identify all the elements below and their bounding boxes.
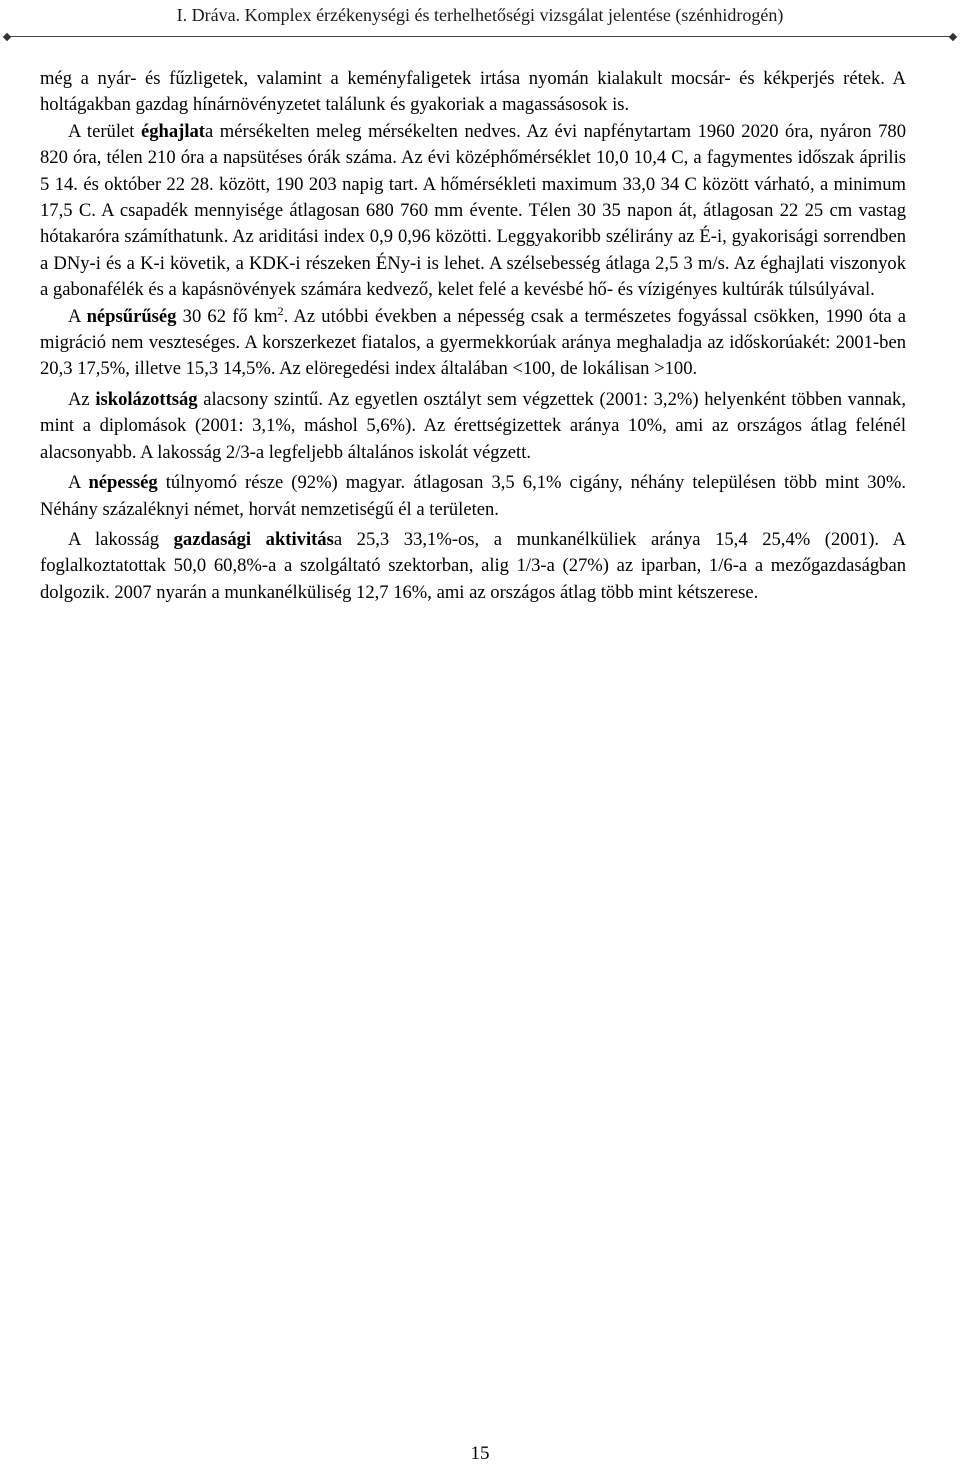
paragraph-text: a mérsékelten meleg mérsékelten nedves. Az évi napfénytartam 1960 2020 óra, nyáron 780 820 óra, télen 210 óra a napsütéses órák száma. Az évi középhőmérséklet 10,0 10,4 C, a fagymentes időszak április 5 14. és október 22 28. között, 190 203 napig tart. A hőmérsékleti maximum 33,0 34 C között várható, a minimum 17,5 C. A csapadék mennyisége átlagosan 680 760 mm évente. Télen 30 35 napon át, átlagosan 22 25 cm vastag hótakaróra számíthatunk. Az ariditási index 0,9 0,96 közötti. Leggyakoribb szélirány az É-i, gyakorisági sorrendben a DNy-i és a K-i követik, a KDK-i részeken ÉNy-i is lehet. A szélsebesség átlaga 2,5 3 m/s. Az éghajlati viszonyok a gabonafélék és a kapásnövények számára kedvező, kelet felé a kevésbé hő- és vízigényes kultúrák túlsúlyával. bbox=[40, 120, 906, 301]
paragraph-text: alacsony szintű. Az egyetlen osztályt sem végzettek (2001: 3,2%) helyenként többen vannak, mint a diplomások (2001: 3,1%, máshol 5,6%). Az érettségizettek aránya 10%, ami az országos átlag felénél alacsonyabb. A lakosság 2/3-a legfeljebb általános iskolát végzett. bbox=[40, 388, 906, 463]
paragraph-population bbox=[40, 470, 906, 523]
document-body bbox=[40, 66, 906, 606]
paragraph-text: A lakosság bbox=[68, 528, 174, 550]
paragraph-text: . Az utóbbi években a népesség csak a természetes fogyással csökken, 1990 óta a migráció nem veszteséges. A korszerkezet fiatalos, a gyermekkorúak aránya meghaladja az időskorúakét: 2001-ben 20,3 17,5%, illetve 15,3 14,5%. Az elöregedési index általában <100, de lokálisan >100. bbox=[40, 305, 906, 380]
paragraph-population-density bbox=[40, 304, 906, 383]
page-number: 15 bbox=[470, 1443, 490, 1464]
paragraph-text: túlnyomó része (92%) magyar. átlagosan 3,5 6,1% cigány, néhány településen több mint 30%. Néhány százaléknyi német, horvát nemzetiségű él a területen. bbox=[40, 472, 906, 520]
keyword-education: iskolázottság bbox=[95, 388, 198, 410]
running-header: I. Dráva. Komplex érzékenységi és terhelhetőségi vizsgálat jelentése (szénhidrogén) bbox=[176, 5, 784, 25]
keyword-population-density: népsűrűség bbox=[86, 305, 177, 327]
paragraph-text: A terület bbox=[68, 120, 141, 142]
rule-right-ornament bbox=[949, 33, 957, 41]
superscript: 2 bbox=[277, 303, 284, 318]
keyword-population: népesség bbox=[88, 472, 158, 494]
paragraph-text: Az bbox=[68, 388, 96, 410]
paragraph-vegetation bbox=[40, 66, 906, 119]
paragraph-climate bbox=[40, 119, 906, 304]
paragraph-text: A bbox=[68, 472, 89, 494]
header-rule bbox=[4, 34, 956, 40]
paragraph-education bbox=[40, 387, 906, 466]
rule-line bbox=[10, 36, 950, 37]
paragraph-text: a 25,3 33,1%-os, a munkanélküliek aránya 15,4 25,4% (2001). A foglalkoztatottak 50,0 60,8%-a a szolgáltató szektorban, alig 1/3-a (27%) az iparban, 1/6-a a mezőgazdaságban dolgozik. 2007 nyarán a munkanélküliség 12,7 16%, ami az országos átlag több mint kétszerese. bbox=[40, 528, 907, 603]
paragraph-text: még a nyár- és fűzligetek, valamint a keményfaligetek irtása nyomán kialakult mocsár- és kékperjés rétek. A holtágakban gazdag hínárnövényzetet találunk és gyakoriak a magassásosok is. bbox=[40, 68, 906, 116]
rule-left-ornament bbox=[3, 33, 11, 41]
keyword-economic-activity: gazdasági aktivitás bbox=[173, 528, 334, 550]
paragraph-text: A bbox=[68, 305, 87, 327]
keyword-climate: éghajlat bbox=[140, 120, 205, 142]
paragraph-text: 30 62 fő km bbox=[176, 305, 278, 327]
paragraph-economic-activity bbox=[40, 527, 906, 606]
